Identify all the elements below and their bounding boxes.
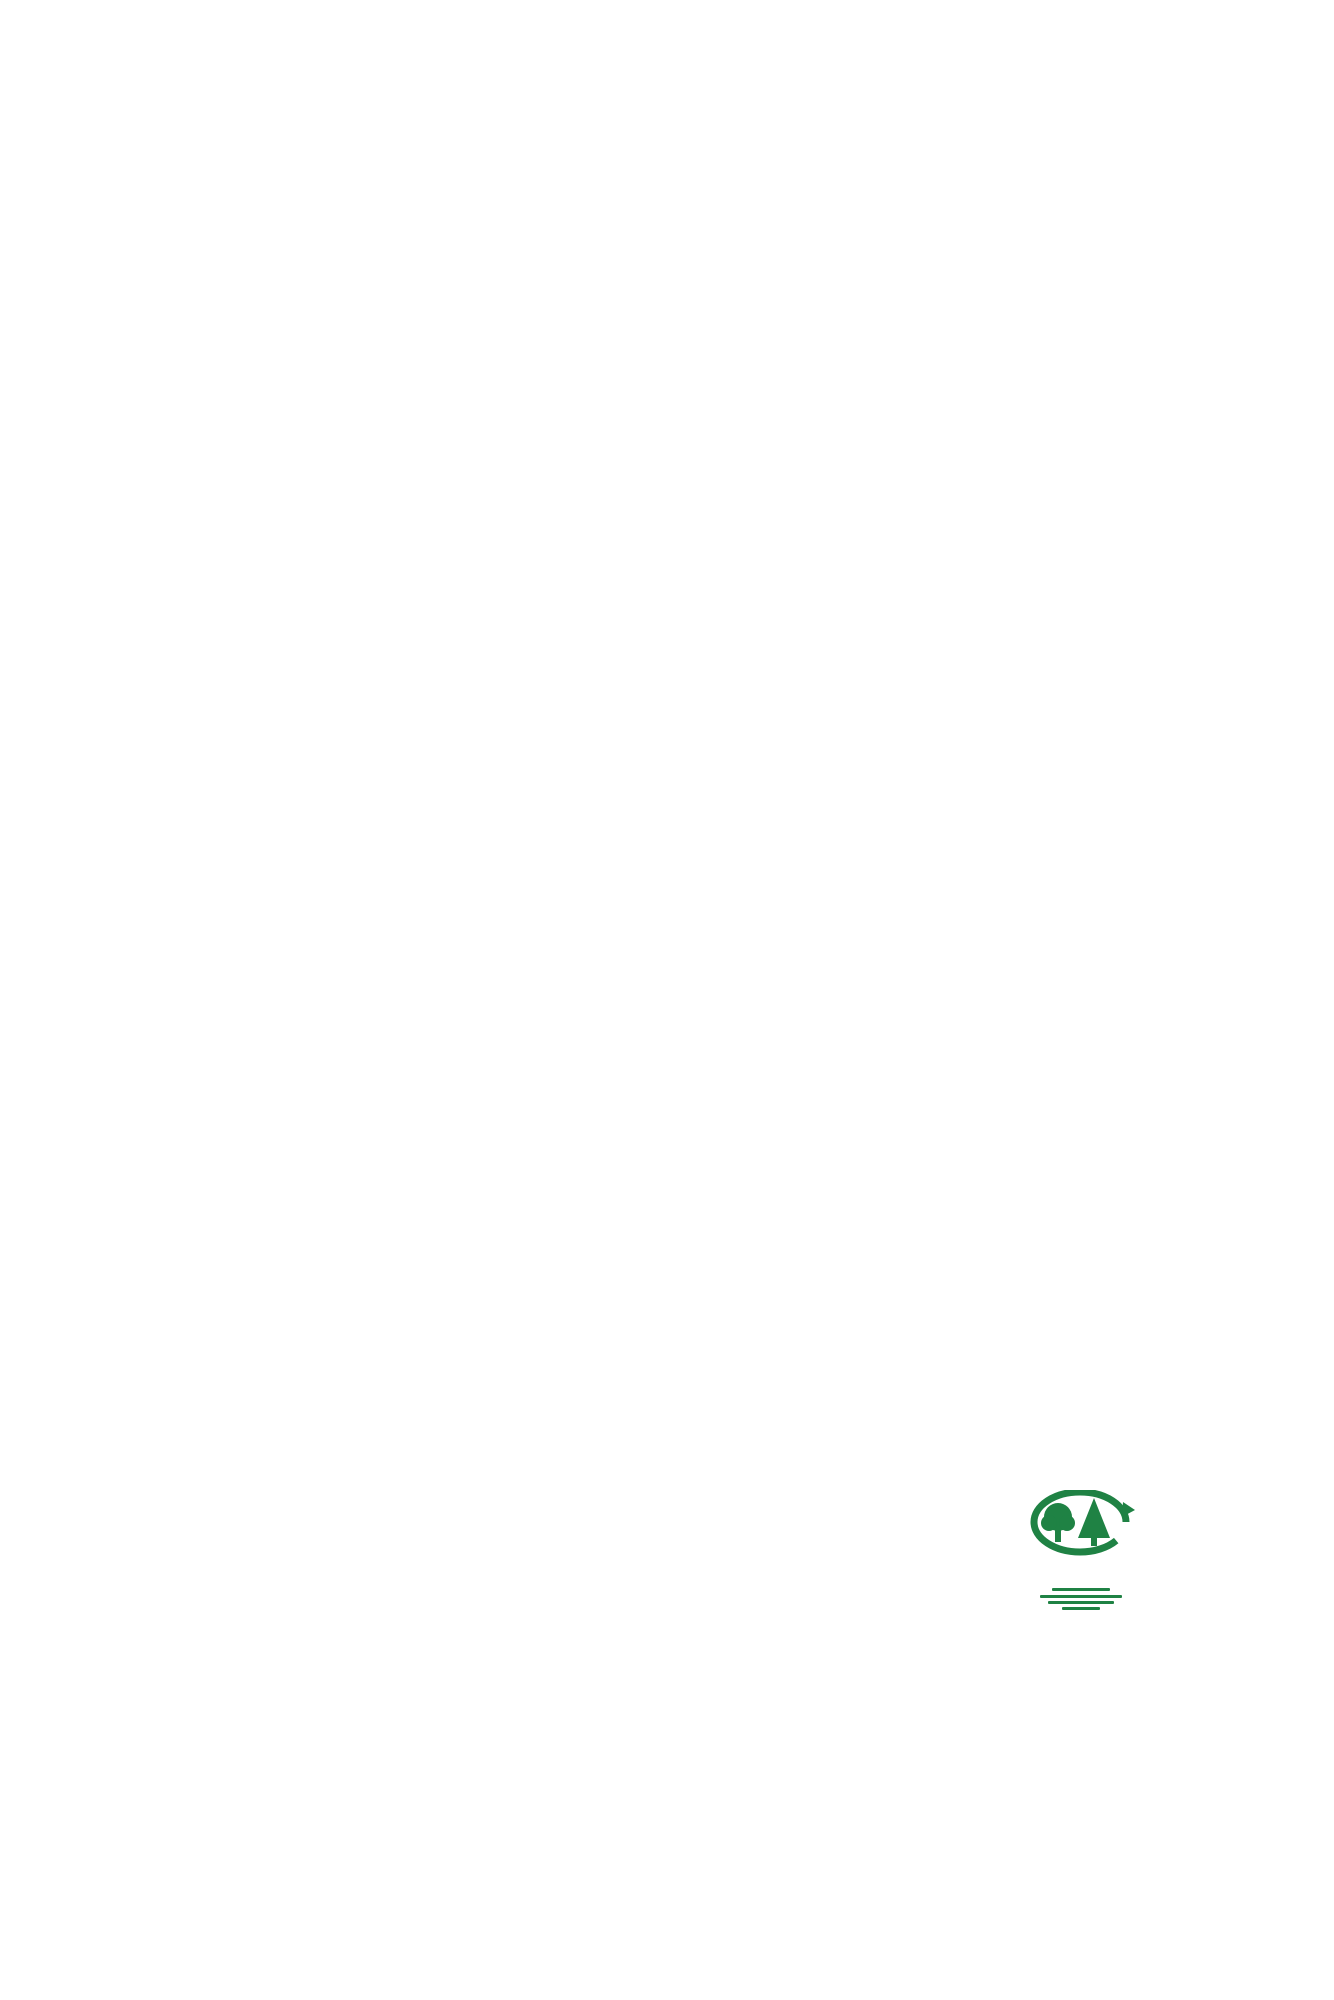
pefc-deciduous-tree-icon xyxy=(1041,1503,1075,1542)
pefc-conifer-tree-icon xyxy=(1078,1498,1110,1546)
board-section xyxy=(145,1686,1225,1692)
pefc-tagline-lines xyxy=(1040,1588,1122,1610)
pefc-leaf-tip xyxy=(1122,1502,1135,1517)
pefc-logo xyxy=(1028,1490,1136,1612)
